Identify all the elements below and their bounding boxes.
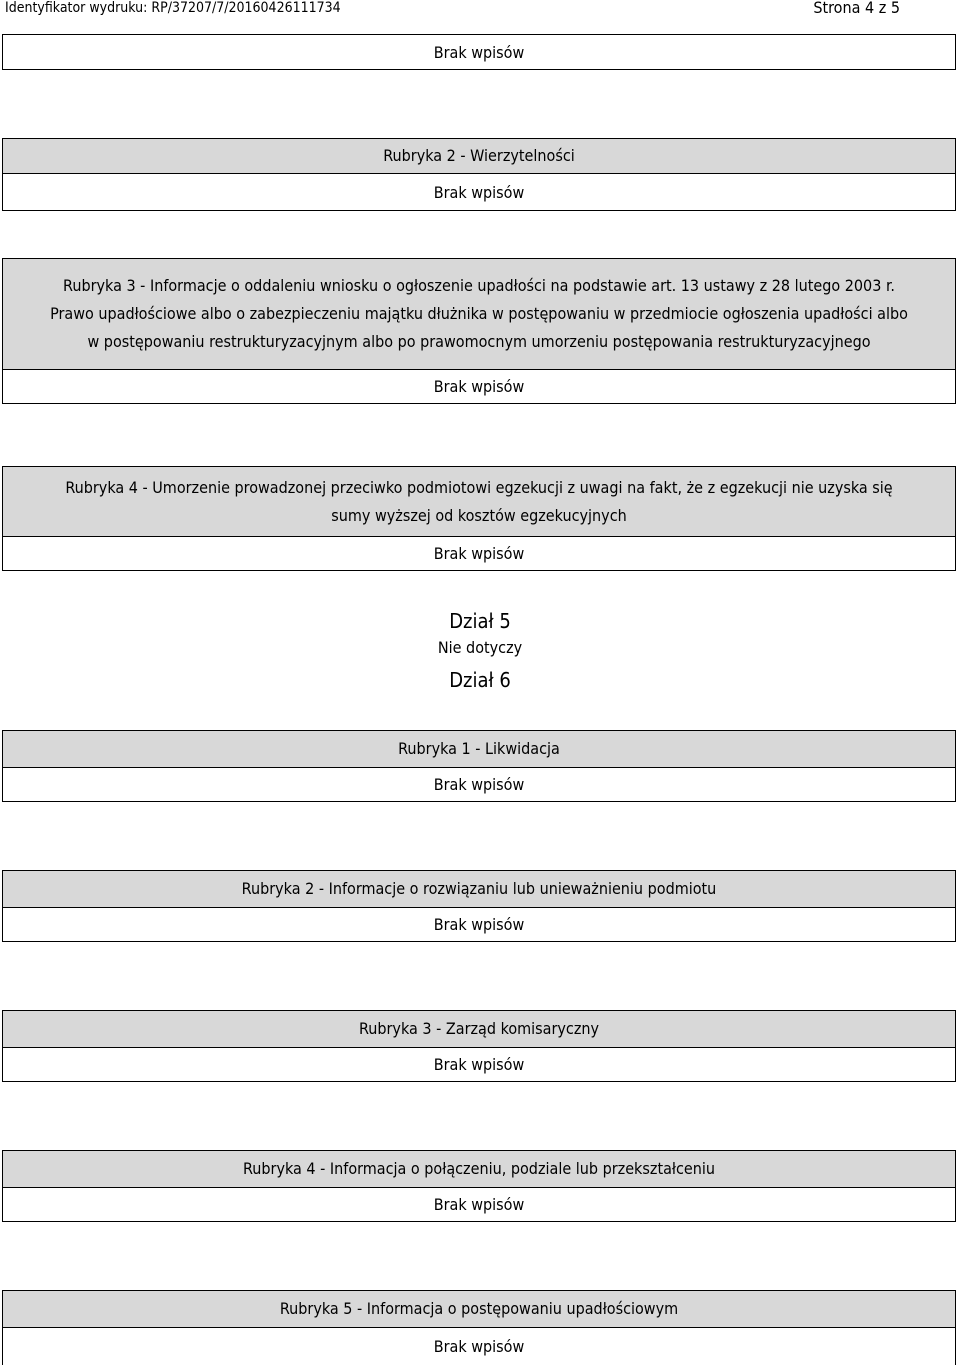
empty-entries-text: Brak wpisów bbox=[433, 775, 525, 794]
dzial-6-rubryka-3-entries bbox=[2, 1047, 956, 1082]
print-identifier: Identyfikator wydruku: RP/37207/7/20160426111734 bbox=[5, 0, 341, 16]
dzial-6-rubryka-5-entries bbox=[2, 1327, 956, 1365]
empty-entries-text: Brak wpisów bbox=[433, 42, 525, 62]
rubryka-title: Rubryka 2 - Wierzytelności bbox=[383, 146, 575, 165]
rubryka-2-entries bbox=[2, 173, 956, 211]
rubryka-title-line-1: Rubryka 3 - Informacje o oddaleniu wniosku o ogłoszenie upadłości na podstawie art. 13 ustawy z 28 lutego 2003 r. bbox=[63, 276, 895, 295]
dzial-6-title: Dział 6 bbox=[449, 668, 511, 692]
rubryka-4-entries bbox=[2, 536, 956, 571]
dzial-6-rubryka-1-header bbox=[2, 730, 956, 768]
rubryka-title-line-2: sumy wyższej od kosztów egzekucyjnych bbox=[331, 505, 627, 525]
empty-entries-text: Brak wpisów bbox=[433, 544, 525, 563]
dzial-6-rubryka-2-header bbox=[2, 870, 956, 908]
rubryka-1-entries bbox=[2, 34, 956, 70]
empty-entries-text: Brak wpisów bbox=[433, 182, 525, 202]
empty-entries-text: Brak wpisów bbox=[433, 1195, 525, 1214]
empty-entries-text: Brak wpisów bbox=[433, 1337, 525, 1356]
dzial-6-rubryka-3-header bbox=[2, 1010, 956, 1048]
rubryka-3-oddalenie-header bbox=[2, 258, 956, 370]
dzial-6-rubryka-4-header bbox=[2, 1150, 956, 1188]
rubryka-3-entries bbox=[2, 369, 956, 404]
rubryka-title: Rubryka 5 - Informacja o postępowaniu upadłościowym bbox=[279, 1299, 679, 1318]
dzial-6-rubryka-5-header bbox=[2, 1290, 956, 1328]
dzial-6-rubryka-1-entries bbox=[2, 767, 956, 802]
rubryka-title-line-2: Prawo upadłościowe albo o zabezpieczeniu majątku dłużnika w postępowaniu w przedmiocie ogłoszenia upadłości albo bbox=[50, 304, 908, 323]
rubryka-2-wierzytelnosci-header bbox=[2, 138, 956, 174]
dzial-5-note: Nie dotyczy bbox=[437, 638, 523, 657]
rubryka-title: Rubryka 4 - Informacja o połączeniu, podziale lub przekształceniu bbox=[242, 1159, 716, 1178]
dzial-6-rubryka-2-entries bbox=[2, 907, 956, 942]
dzial-5-title: Dział 5 bbox=[449, 609, 511, 633]
empty-entries-text: Brak wpisów bbox=[433, 1055, 525, 1074]
rubryka-title: Rubryka 3 - Zarząd komisaryczny bbox=[358, 1019, 600, 1038]
empty-entries-text: Brak wpisów bbox=[433, 377, 525, 396]
rubryka-4-umorzenie-header bbox=[2, 466, 956, 537]
rubryka-title-line-1: Rubryka 4 - Umorzenie prowadzonej przeciwko podmiotowi egzekucji z uwagi na fakt, że z egzekucji nie uzyska się bbox=[65, 477, 893, 497]
rubryka-title: Rubryka 1 - Likwidacja bbox=[398, 739, 560, 758]
rubryka-title: Rubryka 2 - Informacje o rozwiązaniu lub unieważnieniu podmiotu bbox=[241, 879, 717, 898]
rubryka-title-line-3: w postępowaniu restrukturyzacyjnym albo po prawomocnym umorzeniu postępowania restrukturyzacyjnego bbox=[87, 332, 871, 351]
page-number: Strona 4 z 5 bbox=[813, 0, 900, 17]
dzial-6-rubryka-4-entries bbox=[2, 1187, 956, 1222]
empty-entries-text: Brak wpisów bbox=[433, 915, 525, 934]
